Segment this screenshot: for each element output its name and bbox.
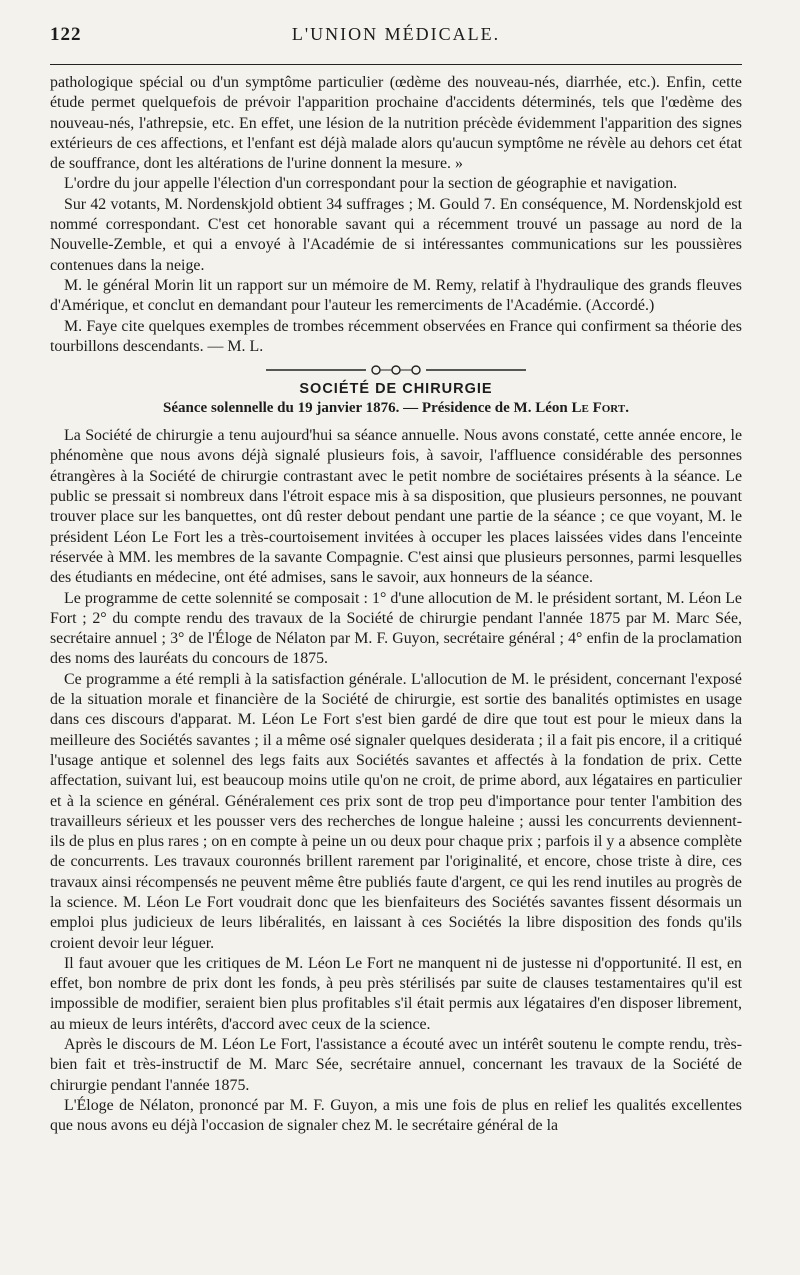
paragraph: Sur 42 votants, M. Nordenskjold obtient 34 suffrages ; M. Gould 7. En conséquence, M. Nordenskjold est nommé correspondant. C'est cet honorable savant qui a récemment trouvé un passage au nord de la Nouvelle-Zemble, et qui a envoyé à l'Académie de si intéressantes communications sur les poussières contenues dans la neige.: [50, 195, 742, 274]
section-heading: SOCIÉTÉ DE CHIRURGIE: [299, 381, 493, 398]
surgery-report: [50, 426, 742, 1136]
paragraph: L'ordre du jour appelle l'élection d'un correspondant pour la section de géographie et navigation.: [64, 175, 678, 193]
session-line: [50, 400, 742, 417]
paragraph: Le programme de cette solennité se composait : 1° d'une allocution de M. le président sortant, M. Léon Le Fort ; 2° du compte rendu des travaux de la Société de chirurgie pendant l'année 1875 par M. Marc Sée, secrétaire annuel ; 3° de l'Éloge de Nélaton par M. F. Guyon, secrétaire général ; 4° enfin de la proclamation des noms des lauréats du concours de 1875.: [50, 589, 742, 668]
paragraph: La Société de chirurgie a tenu aujourd'hui sa séance annuelle. Nous avons constaté, cette année encore, le phénomène que nous avons déjà signalé plusieurs fois, à savoir, l'affluence considérable des personnes étrangères à la Société de chirurgie contrastant avec le petit nombre de sociétaires présents à la séance. Le public se pressait si nombreux dans l'étroit espace mis à sa disposition, que plusieurs personnes, ne pouvant trouver place sur les banquettes, ont dû rester debout pendant une partie de la séance ; ce que voyant, M. le président Léon Le Fort les a très-courtoisement invitées à occuper les places laissées vides dans l'enceinte réservée à MM. les membres de la savante Compagnie. C'est ainsi que plusieurs personnes, parmi lesquelles des étudiants en médecine, ont été admises, sans le savoir, aux honneurs de la séance.: [50, 427, 742, 587]
session-president: Le Fort: [571, 400, 626, 417]
page-number: 122: [50, 24, 82, 45]
ornament-divider: [266, 363, 526, 377]
paragraph: Ce programme a été rempli à la satisfaction générale. L'allocution de M. le président, concernant l'exposé de la situation morale et financière de la Société de chirurgie, est sortie des banalités optimistes en usage dans ces discours d'apparat. M. Léon Le Fort s'est bien gardé de dire que tout est pour le mieux dans la meilleure des Sociétés savantes ; il a même osé signaler quelques desiderata ; il a fait pis encore, il a critiqué l'usage antique et solennel des legs faits aux Sociétés savantes et affectés à la fondation de prix. Cette affectation, suivant lui, est beaucoup moins utile qu'on ne croit, de prime abord, aux légataires en particulier et à la science en général. Généralement ces prix sont de trop peu d'importance pour tenter l'ambition des travailleurs sérieux et les pousser vers des recherches de longue haleine ; aussi les concurrents deviennent-ils de plus en plus rares ; on en compte à peine un ou deux pour chaque prix ; parfois il y a absence complète de concurrents. Les travaux couronnés brillent rarement par l'originalité, et encore, chose triste à dire, ces travaux ainsi récompensés ne peuvent même être publiés faute d'argent, ce qui les rend inutiles au progrès de la science. M. Léon Le Fort voudrait donc que les bienfaiteurs des Sociétés savantes fissent désormais un emploi plus judicieux de leurs libéralités, en laissant à ces Sociétés la libre disposition des fonds qu'ils croient devoir leur léguer.: [50, 670, 742, 952]
paragraph: L'Éloge de Nélaton, prononcé par M. F. Guyon, a mis une fois de plus en relief les qualités excellentes que nous avons eu déjà l'occasion de signaler chez M. le secrétaire général de la: [50, 1096, 742, 1135]
academy-report: [50, 73, 742, 357]
session-text: Séance solennelle du 19 janvier 1876. — Présidence de M. Léon: [163, 400, 572, 417]
journal-title: L'UNION MÉDICALE.: [291, 24, 501, 44]
paragraph: pathologique spécial ou d'un symptôme particulier (œdème des nouveau-nés, diarrhée, etc.). Enfin, cette étude permet quelquefois de prévoir l'apparition prochaine d'accidents déterminés, tels que l'œdème des nouveau-nés, l'athrepsie, etc. En effet, une lésion de la nutrition précède évidemment l'apparition des signes extérieurs de ces affections, et l'enfant est déjà malade alors qu'aucun symptôme ne révèle au dehors cet état de souffrance, dont les altérations de l'urine donnent la mesure. »: [50, 74, 742, 173]
paragraph: Après le discours de M. Léon Le Fort, l'assistance a écouté avec un intérêt soutenu le compte rendu, très-bien fait et très-instructif de M. Marc Sée, secrétaire annuel, concernant les travaux de la Société de chirurgie pendant l'année 1875.: [50, 1036, 742, 1094]
paragraph: M. le général Morin lit un rapport sur un mémoire de M. Remy, relatif à l'hydraulique des grands fleuves d'Amérique, et conclut en demandant pour l'auteur les remerciments de l'Académie. (Accordé.): [50, 276, 742, 315]
paragraph: Il faut avouer que les critiques de M. Léon Le Fort ne manquent ni de justesse ni d'opportunité. Il est, en effet, bon nombre de prix dont les fonds, à peu près stérilisés par suite de clauses testamentaires qu'il est impossible de modifier, seraient bien plus profitables s'il était permis aux légataires d'en disposer librement, au mieux de leurs intérêts, d'accord avec ceux de la science.: [50, 954, 742, 1033]
session-suffix: .: [625, 400, 629, 417]
paragraph: M. Faye cite quelques exemples de trombes récemment observées en France qui confirment sa théorie des tourbillons descendants. — M. L.: [50, 317, 742, 355]
running-head: [50, 24, 742, 65]
